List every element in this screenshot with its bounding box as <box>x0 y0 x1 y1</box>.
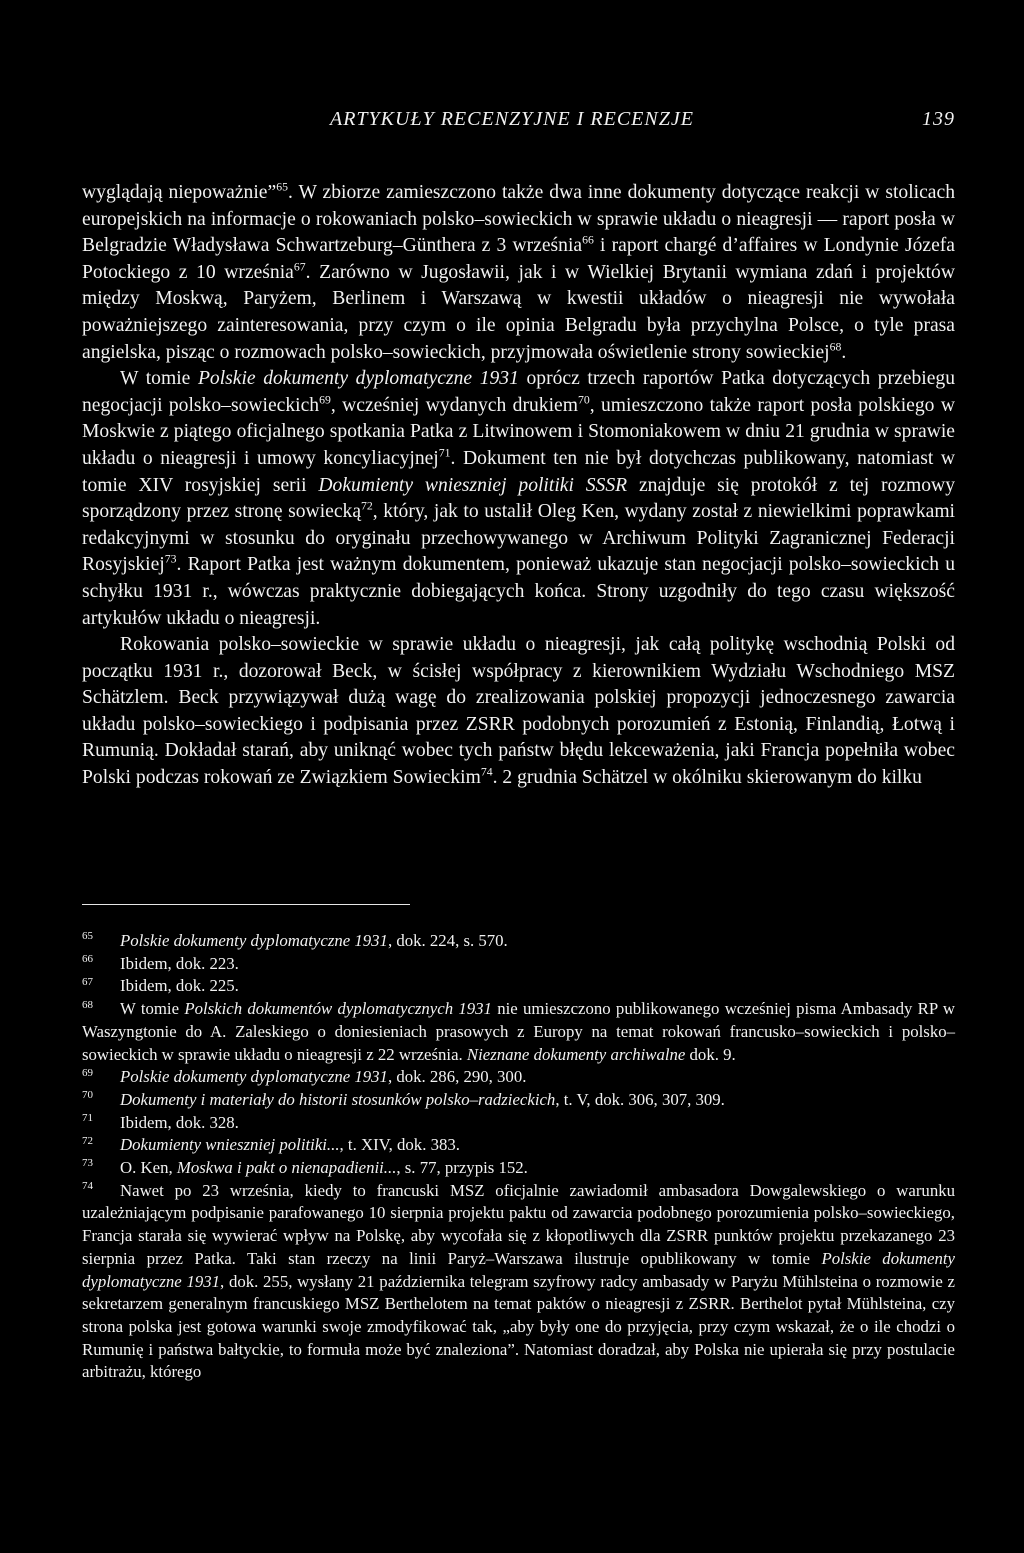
footnote-ref: 70 <box>577 393 590 407</box>
text-run: . <box>841 341 847 363</box>
footnote: 65 Polskie dokumenty dyplomatyczne 1931, dok. 224, s. 570. <box>82 930 508 950</box>
text-run: , s. 77, przypis 152. <box>396 1158 528 1178</box>
footnote-ref: 69 <box>319 393 331 407</box>
footnote-ref: 72 <box>361 499 373 513</box>
text-run: Ibidem, dok. 328. <box>120 1112 239 1132</box>
paragraph <box>82 180 955 366</box>
italic-title: Polskie dokumenty dyplomatyczne 1931 <box>120 1067 388 1087</box>
italic-title: Dokumienty wnieszniej politiki SSSR <box>318 474 628 496</box>
text-run: Nawet po 23 września, kiedy to francuski MSZ oficjalnie zawiadomił ambasadora Dowgalewskiego o warunku uzależniającym podpisanie parafowanego 10 sierpnia projektu paktu od zawarcia podobnego porozumienia polsko–sowieckiego, Francja starała się wywierać wpływ na Polskę, aby wycofała się z kłopotliwych dla ZSRR punktów projektu przekazanego 23 sierpnia przez Patka. Taki stan rzeczy na linii Paryż–Warszawa ilustruje opublikowany w tomie <box>82 1180 955 1268</box>
italic-title: Nieznane dokumenty archiwalne <box>466 1044 686 1064</box>
footnote-divider <box>82 904 410 905</box>
text-run: dok. 9. <box>685 1044 736 1064</box>
text-run: , dok. 286, 290, 300. <box>387 1067 527 1087</box>
text-run: W tomie <box>120 999 185 1019</box>
footnote-ref: 65 <box>276 180 288 194</box>
paragraph <box>82 366 955 632</box>
text-run: , który, jak to ustalił Oleg Ken, wydany został z niewielkimi poprawkami redakcyjnymi w stosunku do oryginału przechowywanego w Archiwum Polityki Zagranicznej Federacji Rosyjskiej <box>82 501 956 576</box>
italic-title: Moskwa i pakt o nienapadienii... <box>176 1158 397 1178</box>
text-run: znajduje się protokół z tej rozmowy sporządzony przez stronę sowiecką <box>82 474 955 523</box>
footnotes <box>82 930 955 1384</box>
text-run: O. Ken, <box>120 1158 177 1178</box>
text-run: . Raport Patka jest ważnym dokumentem, ponieważ ukazuje stan negocjacji polsko–sowieckich u schyłku 1931 r., wówczas praktycznie dobiegających końca. Strony uzgodniły do tego czasu większość artykułów układu o nieagresji. <box>82 554 955 629</box>
italic-title: Polskie dokumenty dyplomatyczne 1931 <box>82 1248 955 1291</box>
text-run: . 2 grudnia Schätzel w okólniku skierowanym do kilku <box>492 767 922 789</box>
text-run: nie umieszczono publikowanego wcześniej pisma Ambasady RP w Waszyngtonie do A. Zaleskiego o doniesieniach prasowych z Europy na temat rokowań francusko–sowieckich i polsko–sowieckich w sprawie układu o nieagresji z 22 września. <box>82 999 955 1064</box>
italic-title: Polskie dokumenty dyplomatyczne 1931 <box>120 931 388 950</box>
footnote-ref: 74 <box>480 765 493 779</box>
text-run: , umieszczono także raport posła polskiego w Moskwie z piątego oficjalnego spotkania Patka z Litwinowem i Stomoniakowem w dniu 21 grudnia w sprawie układu o nieagresji i umowy koncyliacyjnej <box>82 394 956 469</box>
text-run: Rokowania polsko–sowieckie w sprawie układu o nieagresji, jak całą politykę wschodnią Polski od początku 1931 r., dozorował Beck, w ścisłej współpracy z kierownikiem Wydziału Wschodniego MSZ Schätzlem. Beck przywiązywał dużą wagę do zrealizowania polskiej propozycji jednoczesnego zawarcia układu polsko–sowieckiego i podpisania przez ZSRR podobnych porozumień z Estonią, Finlandią, Łotwą i Rumunią. Dokładał starań, aby uniknąć wobec tych państw błędu lekceważenia, jaki Francja popełniła wobec Polski podczas rokowań ze Związkiem Sowieckim <box>82 634 955 789</box>
text-run: , t. XIV, dok. 383. <box>339 1135 460 1155</box>
page-number: 139 <box>922 108 955 130</box>
footnote: 68 W tomie Polskich dokumentów dyplomatycznych 1931 nie umieszczono publikowanego wcześniej pisma Ambasady RP w Waszyngtonie do A. Zaleskiego o doniesieniach prasowych z Europy na temat rokowań francusko–sowieckich i polsko–sowieckich w sprawie układu o nieagresji z 22 września. Nieznane dokumenty archiwalne dok. 9. <box>82 998 955 1064</box>
paragraph <box>82 632 955 792</box>
italic-title: Polskich dokumentów dyplomatycznych 1931 <box>184 999 492 1019</box>
text-run: Ibidem, dok. 225. <box>120 976 239 996</box>
footnote: 70 Dokumenty i materiały do historii stosunków polsko–radzieckich, t. V, dok. 306, 307, 309. <box>82 1089 725 1109</box>
footnote-ref: 68 <box>829 340 842 354</box>
text-run: . Dokument ten nie był dotychczas publikowany, natomiast w tomie XIV rosyjskiej serii <box>82 447 955 496</box>
text-run: W tomie <box>120 368 198 390</box>
footnote: 69 Polskie dokumenty dyplomatyczne 1931, dok. 286, 290, 300. <box>82 1066 527 1087</box>
footnote-ref: 73 <box>164 552 177 566</box>
footnote: 74 Nawet po 23 września, kiedy to francuski MSZ oficjalnie zawiadomił ambasadora Dowgalewskiego o warunku uzależniającym podpisanie parafowanego 10 sierpnia projektu paktu od zawarcia podobnego porozumienia polsko–sowieckiego, Francja starała się wywierać wpływ na Polskę, aby wycofała się z kłopotliwych dla ZSRR punktów projektu przekazanego 23 sierpnia przez Patka. Taki stan rzeczy na linii Paryż–Warszawa ilustruje opublikowany w tomie Polskie dokumenty dyplomatyczne 1931, dok. 255, wysłany 21 października telegram szyfrowy radcy ambasady w Paryżu Mühlsteina o rozmowie z sekretarzem generalnym francuskiego MSZ Berthelotem na temat paktów o nieagresji z ZSRR. Berthelot pytał Mühlsteina, czy strona polska jest gotowa warunki swoje zmodyfikować tak, „aby były one do przyjęcia, przy czym wskazał, że o ile chodzi o Rumunię i państwa bałtyckie, to formuła może być znaleziona”. Natomiast doradzał, aby Polska nie upierała się przy postulacie arbitrażu, którego <box>82 1180 955 1382</box>
running-title: ARTYKUŁY RECENZYJNE I RECENZJE <box>330 108 694 130</box>
italic-title: Polskie dokumenty dyplomatyczne 1931 <box>197 368 519 390</box>
main-text <box>82 180 955 792</box>
footnote: 71 Ibidem, dok. 328. <box>82 1112 239 1132</box>
footnote: 67 Ibidem, dok. 225. <box>82 975 239 996</box>
text-run: i raport chargé d’affaires w Londynie Józefa Potockiego z 10 września <box>82 235 955 283</box>
text-run: , dok. 255, wysłany 21 października telegram szyfrowy radcy ambasady w Paryżu Mühlsteina o rozmowie z sekretarzem generalnym francuskiego MSZ Berthelotem na temat paktów o nieagresji z ZSRR. Berthelot pytał Mühlsteina, czy strona polska jest gotowa warunki swoje zmodyfikować tak, „aby były one do przyjęcia, przy czym wskazał, że o ile chodzi o Rumunię i państwa bałtyckie, to formuła może być znaleziona”. Natomiast doradzał, aby Polska nie upierała się przy postulacie arbitrażu, którego <box>82 1271 955 1382</box>
footnote-ref: 66 <box>582 233 594 247</box>
footnote-ref: 71 <box>438 446 451 460</box>
footnote: 73 O. Ken, Moskwa i pakt o nienapadienii..., s. 77, przypis 152. <box>82 1157 528 1178</box>
text-run: , wcześniej wydanych drukiem <box>330 394 578 416</box>
text-run: . W zbiorze zamieszczono także dwa inne dokumenty dotyczące reakcji w stolicach europejskich na informacje o rokowaniach polsko–sowieckich w sprawie układu o nieagresji — raport posła w Belgradzie Władysława Schwartzeburg–Günthera z 3 września <box>82 182 955 257</box>
footnote: 72 Dokumienty wnieszniej politiki..., t. XIV, dok. 383. <box>82 1134 460 1155</box>
footnote: 66 Ibidem, dok. 223. <box>82 953 239 973</box>
text-run: , dok. 224, s. 570. <box>387 931 508 950</box>
italic-title: Dokumenty i materiały do historii stosunków polsko–radzieckich <box>120 1089 556 1109</box>
text-run: wyglądają niepoważnie” <box>82 182 277 203</box>
text-run: , t. V, dok. 306, 307, 309. <box>555 1089 725 1109</box>
italic-title: Dokumienty wnieszniej politiki... <box>120 1135 340 1155</box>
text-run: oprócz trzech raportów Patka dotyczących przebiegu negocjacji polsko–sowieckich <box>82 368 956 416</box>
text-run: . Zarówno w Jugosławii, jak i w Wielkiej Brytanii wymiana zdań i projektów między Moskwą, Paryżem, Berlinem i Warszawą w kwestii układów o nieagresji nie wywołała poważniejszego zainteresowania, przy czym o ile opinia Belgradu była przychylna Polsce, o tyle prasa angielska, pisząc o rozmowach polsko–sowieckich, przyjmowała oświetlenie strony sowieckiej <box>82 261 956 363</box>
footnote-ref: 67 <box>293 260 306 274</box>
running-header <box>82 108 955 138</box>
text-run: Ibidem, dok. 223. <box>120 953 239 973</box>
